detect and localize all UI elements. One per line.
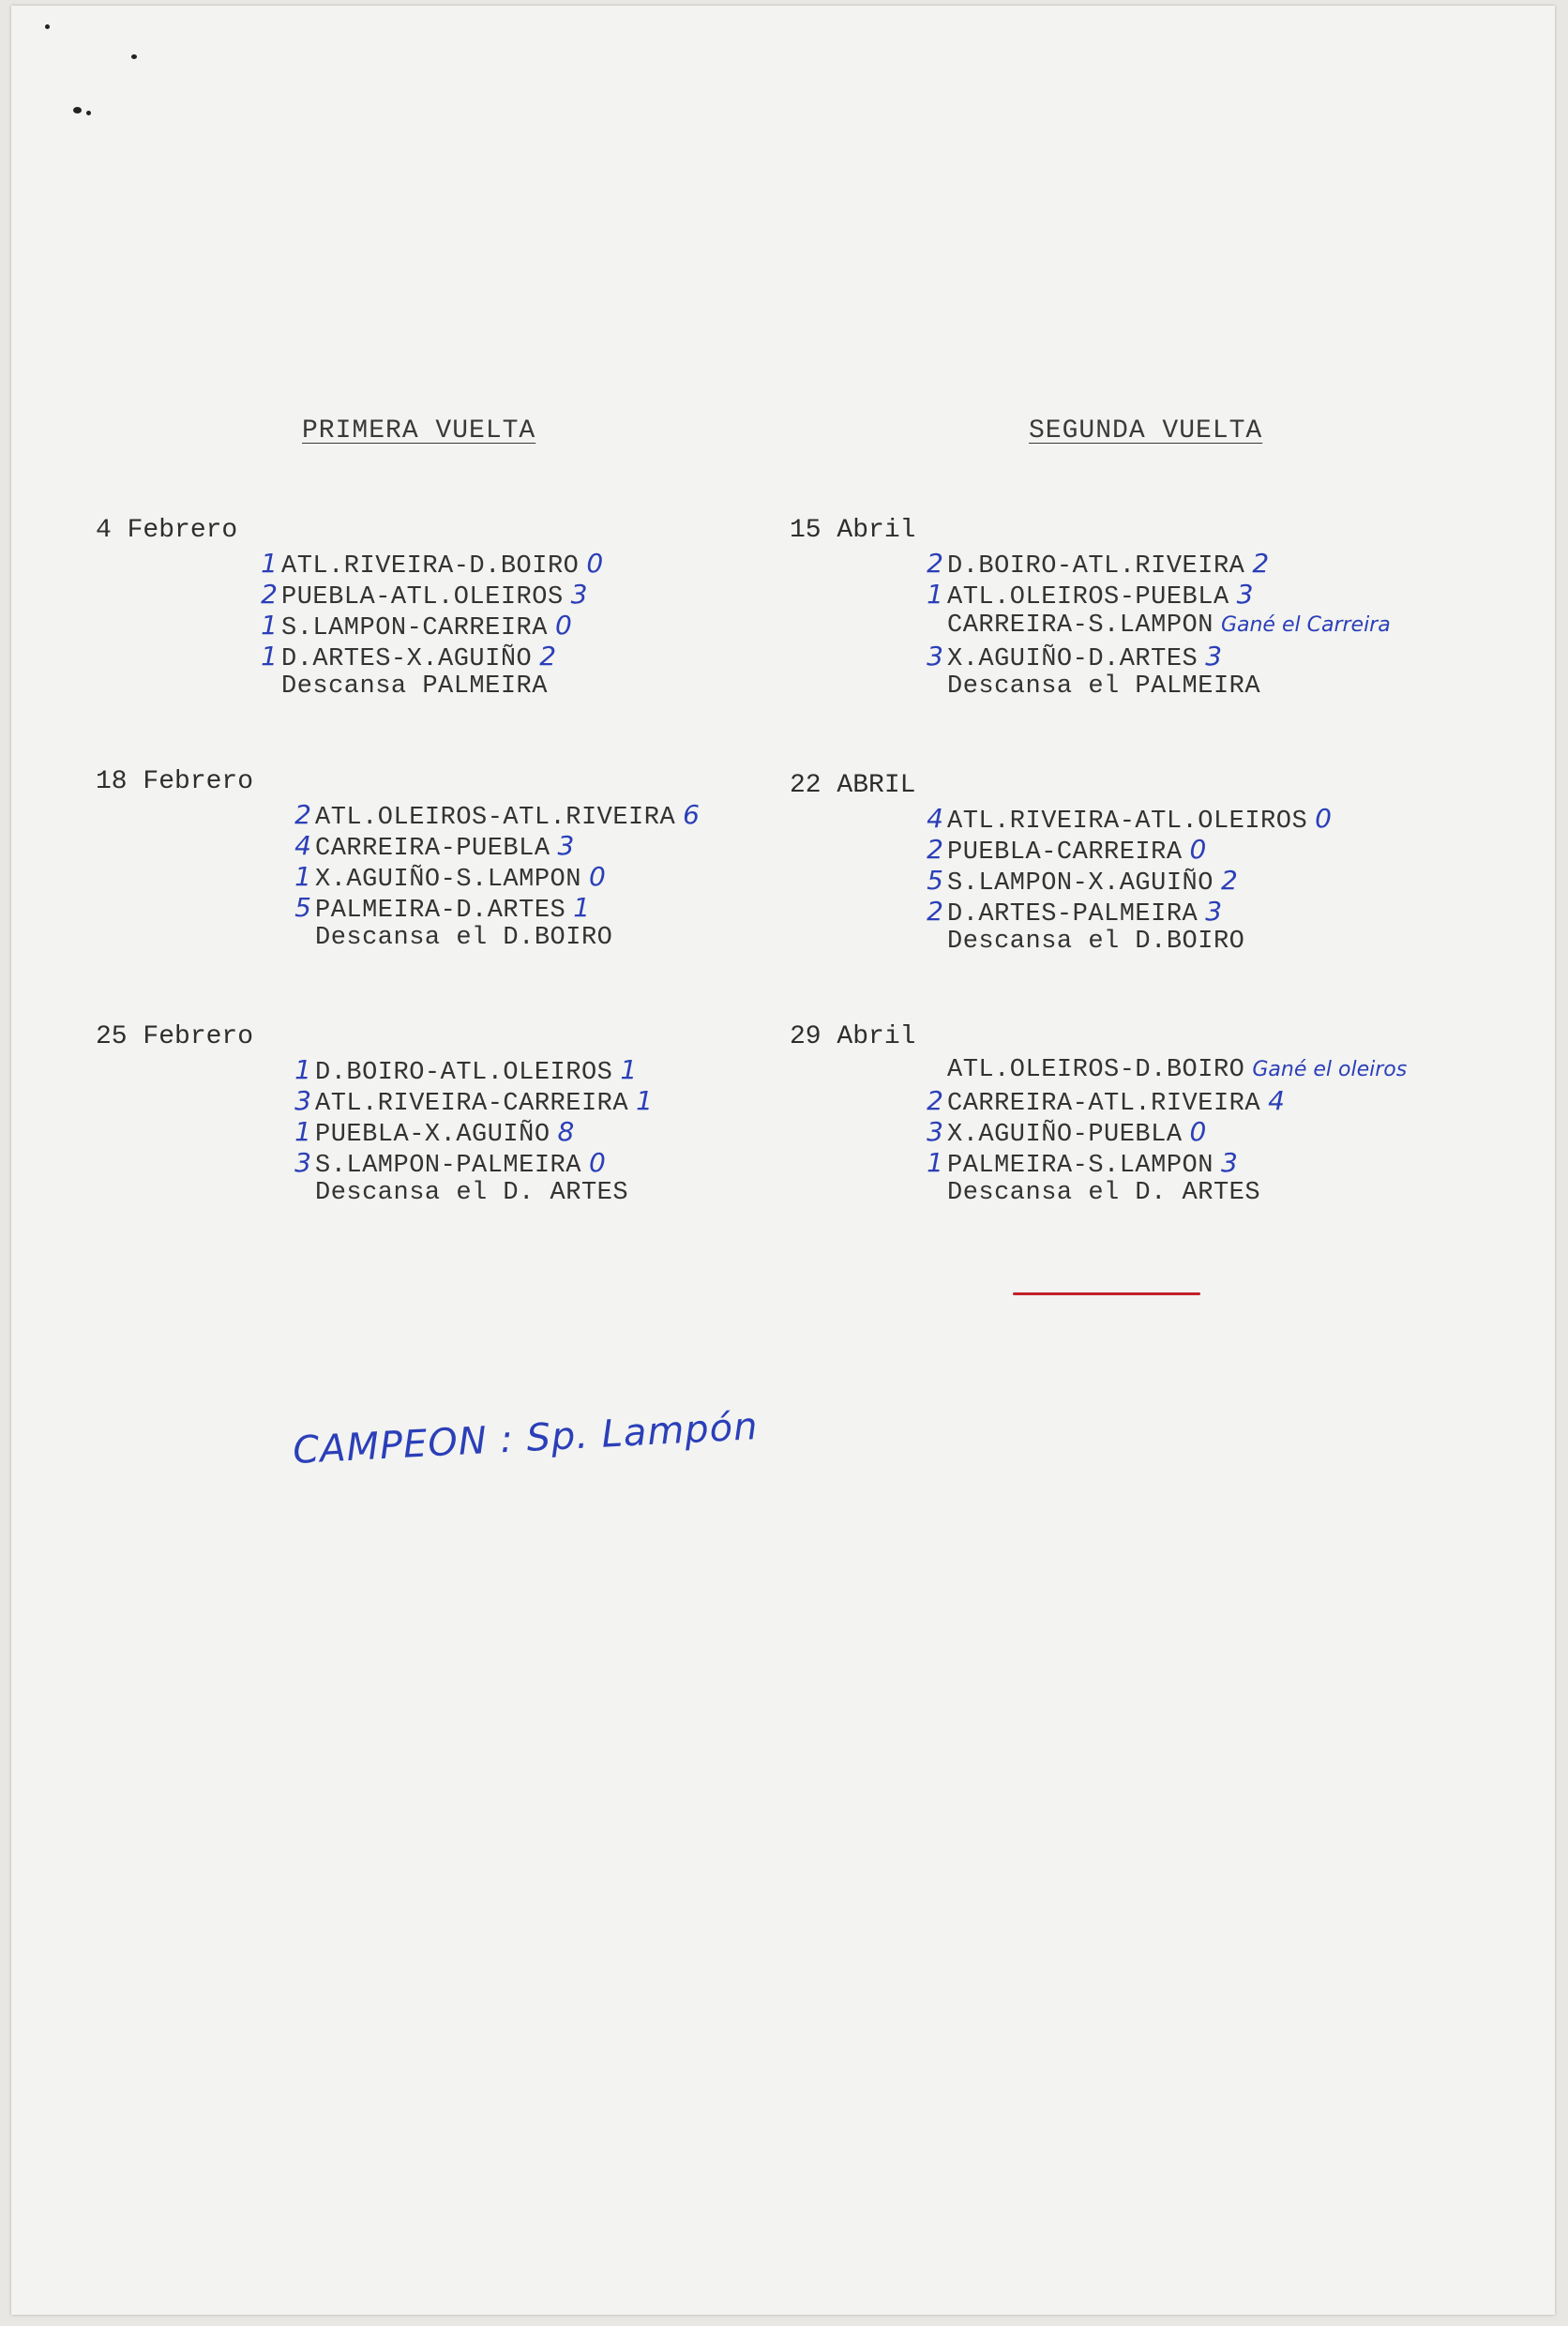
rest-text: Descansa el D. ARTES	[315, 1179, 629, 1207]
handwritten-score: 1	[636, 1085, 653, 1116]
handwritten-score: 3	[1205, 896, 1223, 927]
round-date: 25 Febrero	[96, 1022, 254, 1051]
match-line	[912, 548, 1391, 579]
handwritten-result: 3	[294, 1085, 311, 1116]
handwritten-result: 3	[927, 1116, 943, 1147]
handwritten-score: 2	[539, 641, 557, 672]
red-underline-mark	[1013, 1292, 1200, 1295]
match-line	[912, 1116, 1407, 1147]
match-text: ATL.RIVEIRA-CARREIRA	[315, 1090, 629, 1118]
match-line	[279, 1116, 653, 1147]
handwritten-result: 2	[927, 1085, 943, 1116]
handwritten-score: 6	[683, 799, 700, 830]
handwritten-result: 3	[294, 1147, 311, 1178]
match-text: CARREIRA-ATL.RIVEIRA	[947, 1090, 1261, 1118]
handwritten-note: Gané el Carreira	[1220, 613, 1391, 637]
match-line	[912, 1147, 1407, 1178]
handwritten-result: 1	[294, 861, 311, 892]
match-line	[912, 803, 1332, 834]
handwritten-result: 1	[261, 641, 278, 672]
match-line	[912, 865, 1332, 896]
paper-sheet	[11, 6, 1555, 2315]
match-text: D.ARTES-X.AGUIÑO	[281, 645, 533, 673]
match-text: D.BOIRO-ATL.OLEIROS	[315, 1059, 613, 1087]
rest-line	[279, 1178, 653, 1209]
rest-line	[912, 672, 1391, 702]
handwritten-score: 0	[588, 1147, 606, 1178]
match-text: CARREIRA-S.LAMPON	[947, 612, 1214, 640]
handwritten-result: 1	[261, 610, 278, 641]
ink-speck	[131, 54, 137, 59]
match-text: PUEBLA-X.AGUIÑO	[315, 1121, 550, 1149]
handwritten-score: 1	[573, 892, 591, 923]
match-line	[912, 579, 1391, 610]
match-text: ATL.OLEIROS-PUEBLA	[947, 583, 1229, 612]
primera-vuelta-heading: PRIMERA VUELTA	[302, 416, 536, 446]
match-line	[279, 830, 700, 861]
rest-line	[279, 923, 700, 954]
handwritten-score: 4	[1268, 1085, 1285, 1116]
handwritten-result: 2	[927, 834, 943, 865]
match-line	[246, 610, 603, 641]
handwritten-result: 1	[927, 579, 943, 610]
rest-text: Descansa el PALMEIRA	[947, 672, 1261, 701]
match-line	[279, 1054, 653, 1085]
handwritten-result: 4	[294, 830, 311, 861]
match-text: ATL.OLEIROS-D.BOIRO	[947, 1056, 1245, 1084]
round-date: 22 ABRIL	[790, 771, 916, 800]
campeon-annotation: CAMPEON : Sp. Lampón	[292, 1405, 760, 1473]
handwritten-score: 0	[586, 548, 604, 579]
handwritten-result: 5	[927, 865, 943, 896]
rest-text: Descansa el D. ARTES	[947, 1179, 1261, 1207]
match-line	[246, 641, 603, 672]
handwritten-score: 2	[1220, 865, 1238, 896]
match-line	[912, 1054, 1407, 1085]
handwritten-result: 1	[294, 1054, 311, 1085]
match-text: ATL.RIVEIRA-ATL.OLEIROS	[947, 808, 1308, 836]
match-text: S.LAMPON-CARREIRA	[281, 614, 548, 642]
handwritten-result: 4	[927, 803, 943, 834]
match-text: X.AGUIÑO-D.ARTES	[947, 645, 1199, 673]
handwritten-result: 2	[927, 548, 943, 579]
match-line	[279, 861, 700, 892]
handwritten-score: 3	[557, 830, 575, 861]
rest-text: Descansa PALMEIRA	[281, 672, 548, 701]
rest-line	[912, 1178, 1407, 1209]
rest-line	[912, 927, 1332, 958]
match-line	[912, 610, 1391, 641]
match-line	[279, 1085, 653, 1116]
match-text: PUEBLA-CARREIRA	[947, 838, 1183, 867]
handwritten-score: 0	[1189, 1116, 1207, 1147]
match-text: ATL.RIVEIRA-D.BOIRO	[281, 552, 580, 581]
match-text: ATL.OLEIROS-ATL.RIVEIRA	[315, 804, 676, 832]
match-line	[279, 799, 700, 830]
handwritten-result: 1	[294, 1116, 311, 1147]
handwritten-score: 0	[588, 861, 606, 892]
handwritten-result: 3	[927, 641, 943, 672]
match-text: CARREIRA-PUEBLA	[315, 835, 550, 863]
match-line	[912, 1085, 1407, 1116]
handwritten-note: Gané el oleiros	[1252, 1058, 1408, 1081]
match-text: D.ARTES-PALMEIRA	[947, 900, 1199, 929]
handwritten-score: 3	[1220, 1147, 1238, 1178]
match-line	[279, 1147, 653, 1178]
handwritten-result: 5	[294, 892, 311, 923]
match-text: D.BOIRO-ATL.RIVEIRA	[947, 552, 1245, 581]
round-date: 15 Abril	[790, 516, 916, 545]
match-text: PALMEIRA-D.ARTES	[315, 897, 566, 925]
handwritten-score: 3	[1205, 641, 1223, 672]
match-text: X.AGUIÑO-PUEBLA	[947, 1121, 1183, 1149]
match-line	[912, 641, 1391, 672]
match-line	[246, 548, 603, 579]
match-line	[912, 834, 1332, 865]
segunda-vuelta-heading: SEGUNDA VUELTA	[1029, 416, 1263, 446]
match-line	[279, 892, 700, 923]
round-date: 18 Febrero	[96, 767, 254, 796]
round-date: 29 Abril	[790, 1022, 916, 1051]
handwritten-result: 2	[261, 579, 278, 610]
handwritten-score: 0	[1189, 834, 1207, 865]
handwritten-score: 8	[557, 1116, 575, 1147]
handwritten-score: 3	[570, 579, 588, 610]
handwritten-result: 2	[294, 799, 311, 830]
ink-speck	[86, 111, 91, 115]
ink-speck	[73, 107, 82, 113]
rest-text: Descansa el D.BOIRO	[315, 924, 613, 952]
match-text: S.LAMPON-PALMEIRA	[315, 1152, 581, 1180]
match-text: S.LAMPON-X.AGUIÑO	[947, 869, 1214, 898]
rest-line	[246, 672, 603, 702]
match-text: PUEBLA-ATL.OLEIROS	[281, 583, 564, 612]
match-line	[246, 579, 603, 610]
handwritten-score: 3	[1236, 579, 1254, 610]
handwritten-score: 2	[1252, 548, 1270, 579]
handwritten-result: 1	[261, 548, 278, 579]
handwritten-score: 1	[620, 1054, 638, 1085]
ink-speck	[45, 24, 50, 29]
rest-text: Descansa el D.BOIRO	[947, 928, 1245, 956]
match-text: PALMEIRA-S.LAMPON	[947, 1152, 1214, 1180]
handwritten-score: 0	[1315, 803, 1332, 834]
handwritten-result: 2	[927, 896, 943, 927]
handwritten-result: 1	[927, 1147, 943, 1178]
handwritten-score: 0	[554, 610, 572, 641]
match-text: X.AGUIÑO-S.LAMPON	[315, 866, 581, 894]
round-date: 4 Febrero	[96, 516, 238, 545]
match-line	[912, 896, 1332, 927]
